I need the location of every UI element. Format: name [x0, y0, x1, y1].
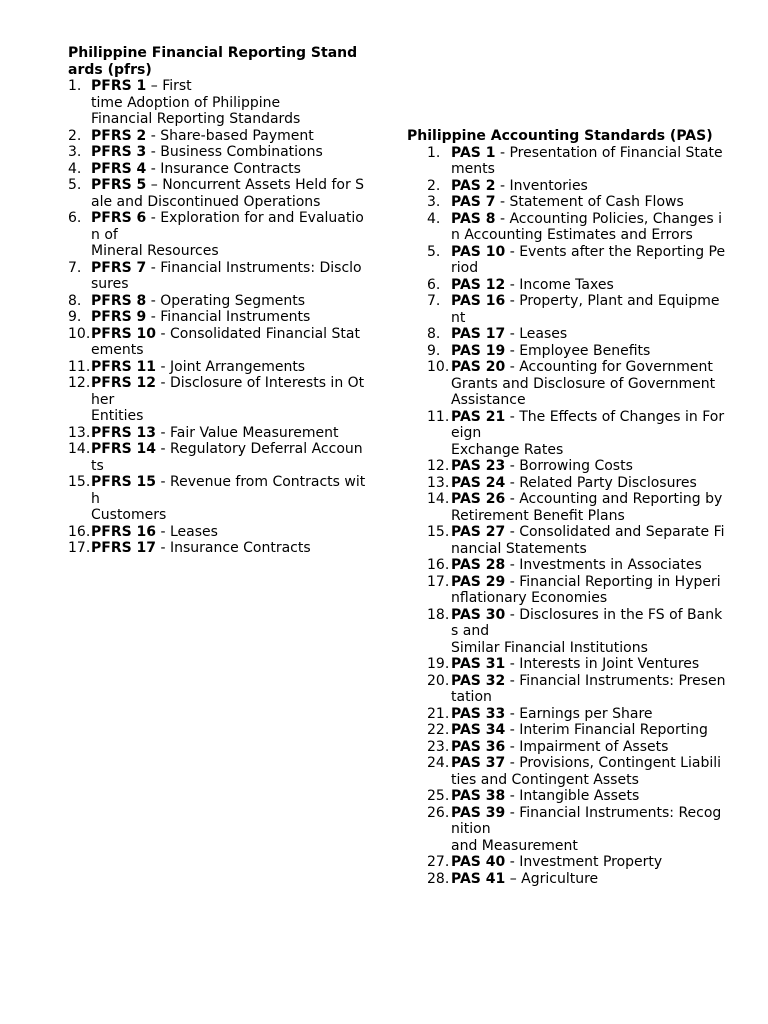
item-text: [451, 359, 727, 409]
pas-list-item: [427, 574, 727, 607]
pas-list-item: [427, 788, 727, 805]
standard-description: - Property, Plant and Equipme nt: [451, 293, 720, 326]
standard-description: – Agriculture: [505, 870, 599, 887]
item-number: 16.: [427, 557, 450, 573]
item-text: [91, 524, 368, 541]
standard-description: - Fair Value Measurement: [156, 424, 339, 441]
standard-description: - Accounting for Government Grants and Disclosure of Government Assistance: [451, 359, 716, 408]
pas-list-item: [427, 293, 727, 326]
pfrs-heading: Philippine Financial Reporting Stand ards (pfrs): [68, 45, 358, 78]
item-text: [451, 739, 727, 756]
standard-description: - Disclosure of Interests in Ot her Entities: [91, 375, 365, 424]
item-number: 8.: [427, 326, 441, 342]
item-number: 14.: [68, 441, 91, 457]
pfrs-list-item: [68, 293, 368, 310]
item-number: 12.: [68, 375, 91, 391]
standard-code: PFRS 16: [91, 523, 157, 540]
pfrs-list-item: [68, 540, 368, 557]
standard-description: - Insurance Contracts: [156, 540, 311, 556]
standard-code: PAS 32: [451, 672, 506, 689]
item-number: 4.: [427, 210, 441, 227]
standard-description: - Provisions, Contingent Liabili ties and Contingent Assets: [451, 755, 722, 788]
standard-code: PAS 7: [451, 194, 496, 210]
item-number: 20.: [427, 672, 450, 689]
item-text: [451, 277, 727, 294]
pfrs-list: [68, 78, 368, 557]
item-text: [451, 524, 727, 557]
item-number: 15.: [68, 474, 91, 490]
item-number: 28.: [427, 870, 450, 887]
item-text: [91, 309, 368, 326]
item-text: [451, 293, 727, 326]
item-number: 6.: [68, 210, 82, 226]
standard-code: PFRS 1: [91, 78, 147, 94]
pas-heading: Philippine Accounting Standards (PAS): [407, 128, 713, 144]
item-number: 2.: [68, 127, 82, 144]
pfrs-list-item: [68, 161, 368, 178]
item-number: 10.: [427, 359, 450, 375]
standard-description: - Investments in Associates: [505, 557, 702, 573]
item-text: [451, 607, 727, 657]
pfrs-list-item: [68, 441, 368, 474]
pfrs-list-item: [68, 474, 368, 524]
pas-list-item: [427, 805, 727, 855]
pas-list-item: [427, 244, 727, 277]
standard-code: PAS 40: [451, 854, 506, 870]
item-text: [91, 78, 368, 128]
item-number: 27.: [427, 854, 450, 870]
item-number: 23.: [427, 738, 450, 755]
pas-list-item: [427, 739, 727, 756]
item-text: [91, 161, 368, 178]
pas-list-item: [427, 871, 727, 888]
standard-code: PFRS 10: [91, 325, 157, 342]
standard-code: PAS 24: [451, 474, 506, 491]
item-text: [451, 805, 727, 855]
standard-code: PAS 38: [451, 788, 506, 804]
item-text: [451, 343, 727, 360]
item-text: [91, 326, 368, 359]
standard-description: - Interests in Joint Ventures: [505, 656, 700, 672]
pfrs-list-item: [68, 144, 368, 161]
item-text: [91, 359, 368, 376]
item-text: [91, 128, 368, 145]
pfrs-list-item: [68, 78, 368, 128]
item-text: [451, 755, 727, 788]
standard-description: - The Effects of Changes in For eign Exchange Rates: [451, 408, 725, 458]
pfrs-list-item: [68, 309, 368, 326]
standard-description: - Financial Instruments: Disclo sures: [91, 259, 362, 292]
item-number: 8.: [68, 292, 82, 309]
pas-list-item: [427, 409, 727, 459]
item-text: [451, 145, 727, 178]
standard-code: PAS 16: [451, 293, 506, 309]
pfrs-list-item: [68, 177, 368, 210]
standard-description: - Revenue from Contracts wit h Customers: [91, 474, 366, 523]
standard-code: PAS 23: [451, 458, 506, 474]
item-number: 12.: [427, 458, 450, 474]
item-text: [91, 260, 368, 293]
pas-list-item: [427, 343, 727, 360]
pfrs-list-item: [68, 359, 368, 376]
standard-code: PAS 8: [451, 210, 496, 227]
pfrs-list-item: [68, 128, 368, 145]
item-number: 9.: [68, 309, 82, 325]
item-number: 10.: [68, 325, 91, 342]
standard-code: PFRS 9: [91, 309, 147, 325]
pas-list-item: [427, 607, 727, 657]
item-text: [451, 491, 727, 524]
item-text: [91, 293, 368, 310]
standard-description: - Financial Instruments: Presen tation: [451, 672, 726, 705]
standard-code: PAS 17: [451, 326, 506, 342]
standard-code: PAS 30: [451, 606, 506, 623]
pas-list-item: [427, 491, 727, 524]
standard-description: - Borrowing Costs: [505, 458, 633, 474]
item-text: [451, 194, 727, 211]
standard-code: PFRS 2: [91, 127, 147, 144]
standard-description: - Consolidated Financial Stat ements: [91, 325, 360, 358]
standard-description: - Consolidated and Separate Fi nancial Statements: [451, 524, 725, 557]
pfrs-list-item: [68, 210, 368, 260]
standard-description: - Related Party Disclosures: [505, 474, 697, 491]
standard-code: PAS 2: [451, 177, 496, 194]
standard-code: PAS 27: [451, 524, 506, 540]
item-number: 11.: [427, 408, 450, 425]
standard-code: PAS 37: [451, 755, 506, 771]
item-text: [91, 540, 368, 557]
pas-list-item: [427, 755, 727, 788]
item-number: 3.: [427, 194, 441, 210]
item-number: 4.: [68, 160, 82, 177]
item-text: [451, 557, 727, 574]
item-text: [451, 475, 727, 492]
pas-list-item: [427, 326, 727, 343]
standard-code: PAS 39: [451, 804, 506, 821]
item-number: 1.: [427, 144, 441, 161]
pas-list-item: [427, 211, 727, 244]
item-number: 26.: [427, 804, 450, 821]
item-number: 3.: [68, 144, 82, 160]
standard-description: - Financial Instruments: Recog nition and Measurement: [451, 804, 722, 854]
pfrs-list-item: [68, 425, 368, 442]
item-text: [91, 144, 368, 161]
item-text: [91, 375, 368, 425]
standard-description: - Exploration for and Evaluatio n of Mineral Resources: [91, 210, 364, 259]
item-text: [91, 210, 368, 260]
item-number: 2.: [427, 177, 441, 194]
item-number: 19.: [427, 656, 450, 672]
pfrs-list-item: [68, 326, 368, 359]
pas-list-item: [427, 145, 727, 178]
item-number: 5.: [427, 243, 441, 260]
pas-list-item: [427, 359, 727, 409]
pas-list-item: [427, 673, 727, 706]
standard-description: - Share-based Payment: [146, 127, 314, 144]
item-number: 6.: [427, 276, 441, 293]
standard-code: PFRS 17: [91, 540, 157, 556]
standard-code: PAS 36: [451, 738, 506, 755]
item-number: 22.: [427, 722, 450, 738]
standard-description: - Income Taxes: [505, 276, 614, 293]
standard-description: - Financial Reporting in Hyperi nflationary Economies: [451, 573, 721, 606]
pfrs-section: [68, 45, 368, 557]
item-number: 7.: [427, 293, 441, 309]
item-text: [91, 177, 368, 210]
item-text: [451, 788, 727, 805]
standard-description: - Earnings per Share: [505, 705, 653, 722]
standard-description: - Business Combinations: [146, 144, 323, 160]
item-text: [91, 441, 368, 474]
standard-description: - Operating Segments: [146, 292, 306, 309]
pas-list-item: [427, 458, 727, 475]
item-text: [451, 326, 727, 343]
standard-description: – Noncurrent Assets Held for S ale and Discontinued Operations: [91, 177, 365, 210]
item-number: 5.: [68, 177, 82, 193]
item-text: [451, 854, 727, 871]
item-number: 13.: [427, 474, 450, 491]
item-number: 15.: [427, 524, 450, 540]
standard-code: PAS 20: [451, 359, 506, 375]
standard-description: - Accounting Policies, Changes i n Accounting Estimates and Errors: [451, 210, 723, 243]
standard-description: - Joint Arrangements: [156, 358, 306, 375]
pas-list-item: [427, 475, 727, 492]
item-text: [451, 871, 727, 888]
item-number: 18.: [427, 606, 450, 623]
standard-description: - Impairment of Assets: [505, 738, 669, 755]
standard-description: - Presentation of Financial State ments: [451, 144, 723, 177]
item-text: [451, 458, 727, 475]
standard-description: – First time Adoption of Philippine Financial Reporting Standards: [91, 78, 301, 127]
item-text: [451, 722, 727, 739]
item-text: [91, 474, 368, 524]
standard-code: PFRS 7: [91, 259, 147, 276]
item-number: 25.: [427, 788, 450, 804]
standard-code: PAS 19: [451, 342, 506, 359]
pas-list-item: [427, 194, 727, 211]
standard-code: PAS 26: [451, 491, 506, 507]
pas-list-item: [427, 277, 727, 294]
standard-code: PFRS 11: [91, 358, 157, 375]
standard-code: PFRS 8: [91, 292, 147, 309]
standard-code: PAS 33: [451, 705, 506, 722]
standard-description: - Inventories: [495, 177, 588, 194]
standard-code: PAS 31: [451, 656, 506, 672]
standard-code: PAS 21: [451, 408, 506, 425]
item-number: 7.: [68, 259, 82, 276]
pas-list-item: [427, 178, 727, 195]
standard-code: PAS 28: [451, 557, 506, 573]
standard-code: PFRS 4: [91, 160, 147, 177]
standard-code: PFRS 12: [91, 375, 157, 391]
standard-description: - Statement of Cash Flows: [495, 194, 684, 210]
standard-code: PFRS 14: [91, 441, 157, 457]
standard-code: PAS 10: [451, 243, 506, 260]
standard-code: PAS 34: [451, 722, 506, 738]
item-number: 21.: [427, 705, 450, 722]
standard-code: PAS 29: [451, 573, 506, 590]
standard-description: - Investment Property: [505, 854, 663, 870]
standard-description: - Accounting and Reporting by Retirement Benefit Plans: [451, 491, 723, 524]
standard-description: - Disclosures in the FS of Bank s and Similar Financial Institutions: [451, 606, 723, 656]
pas-list-item: [427, 524, 727, 557]
standard-description: - Leases: [505, 326, 568, 342]
pfrs-list-item: [68, 524, 368, 541]
standard-code: PFRS 13: [91, 424, 157, 441]
pas-list-item: [427, 706, 727, 723]
pfrs-list-item: [68, 375, 368, 425]
item-number: 1.: [68, 78, 82, 94]
standard-description: - Interim Financial Reporting: [505, 722, 708, 738]
pas-list-item: [427, 656, 727, 673]
pas-list-item: [427, 557, 727, 574]
standard-code: PFRS 15: [91, 474, 157, 490]
standard-code: PFRS 3: [91, 144, 147, 160]
standard-code: PAS 12: [451, 276, 506, 293]
pas-section: [407, 128, 727, 887]
standard-description: - Intangible Assets: [505, 788, 640, 804]
standard-code: PFRS 6: [91, 210, 147, 226]
standard-description: - Leases: [156, 523, 218, 540]
pfrs-list-item: [68, 260, 368, 293]
standard-code: PFRS 5: [91, 177, 147, 193]
item-number: 11.: [68, 358, 91, 375]
item-number: 24.: [427, 755, 450, 771]
item-text: [451, 673, 727, 706]
item-number: 9.: [427, 342, 441, 359]
item-text: [451, 656, 727, 673]
pas-list-item: [427, 722, 727, 739]
item-number: 13.: [68, 424, 91, 441]
item-text: [451, 409, 727, 459]
standard-code: PAS 41: [451, 870, 506, 887]
item-number: 16.: [68, 523, 91, 540]
item-text: [91, 425, 368, 442]
standard-description: - Insurance Contracts: [146, 160, 301, 177]
pas-list-item: [427, 854, 727, 871]
standard-description: - Regulatory Deferral Accoun ts: [91, 441, 363, 474]
standard-description: - Financial Instruments: [146, 309, 311, 325]
standard-code: PAS 1: [451, 144, 496, 161]
standard-description: - Employee Benefits: [505, 342, 651, 359]
item-text: [451, 706, 727, 723]
item-text: [451, 178, 727, 195]
item-number: 17.: [427, 573, 450, 590]
pas-list: [427, 145, 727, 888]
item-number: 14.: [427, 491, 450, 507]
item-text: [451, 574, 727, 607]
item-number: 17.: [68, 540, 91, 556]
item-text: [451, 211, 727, 244]
item-text: [451, 244, 727, 277]
standard-description: - Events after the Reporting Pe riod: [451, 243, 726, 276]
